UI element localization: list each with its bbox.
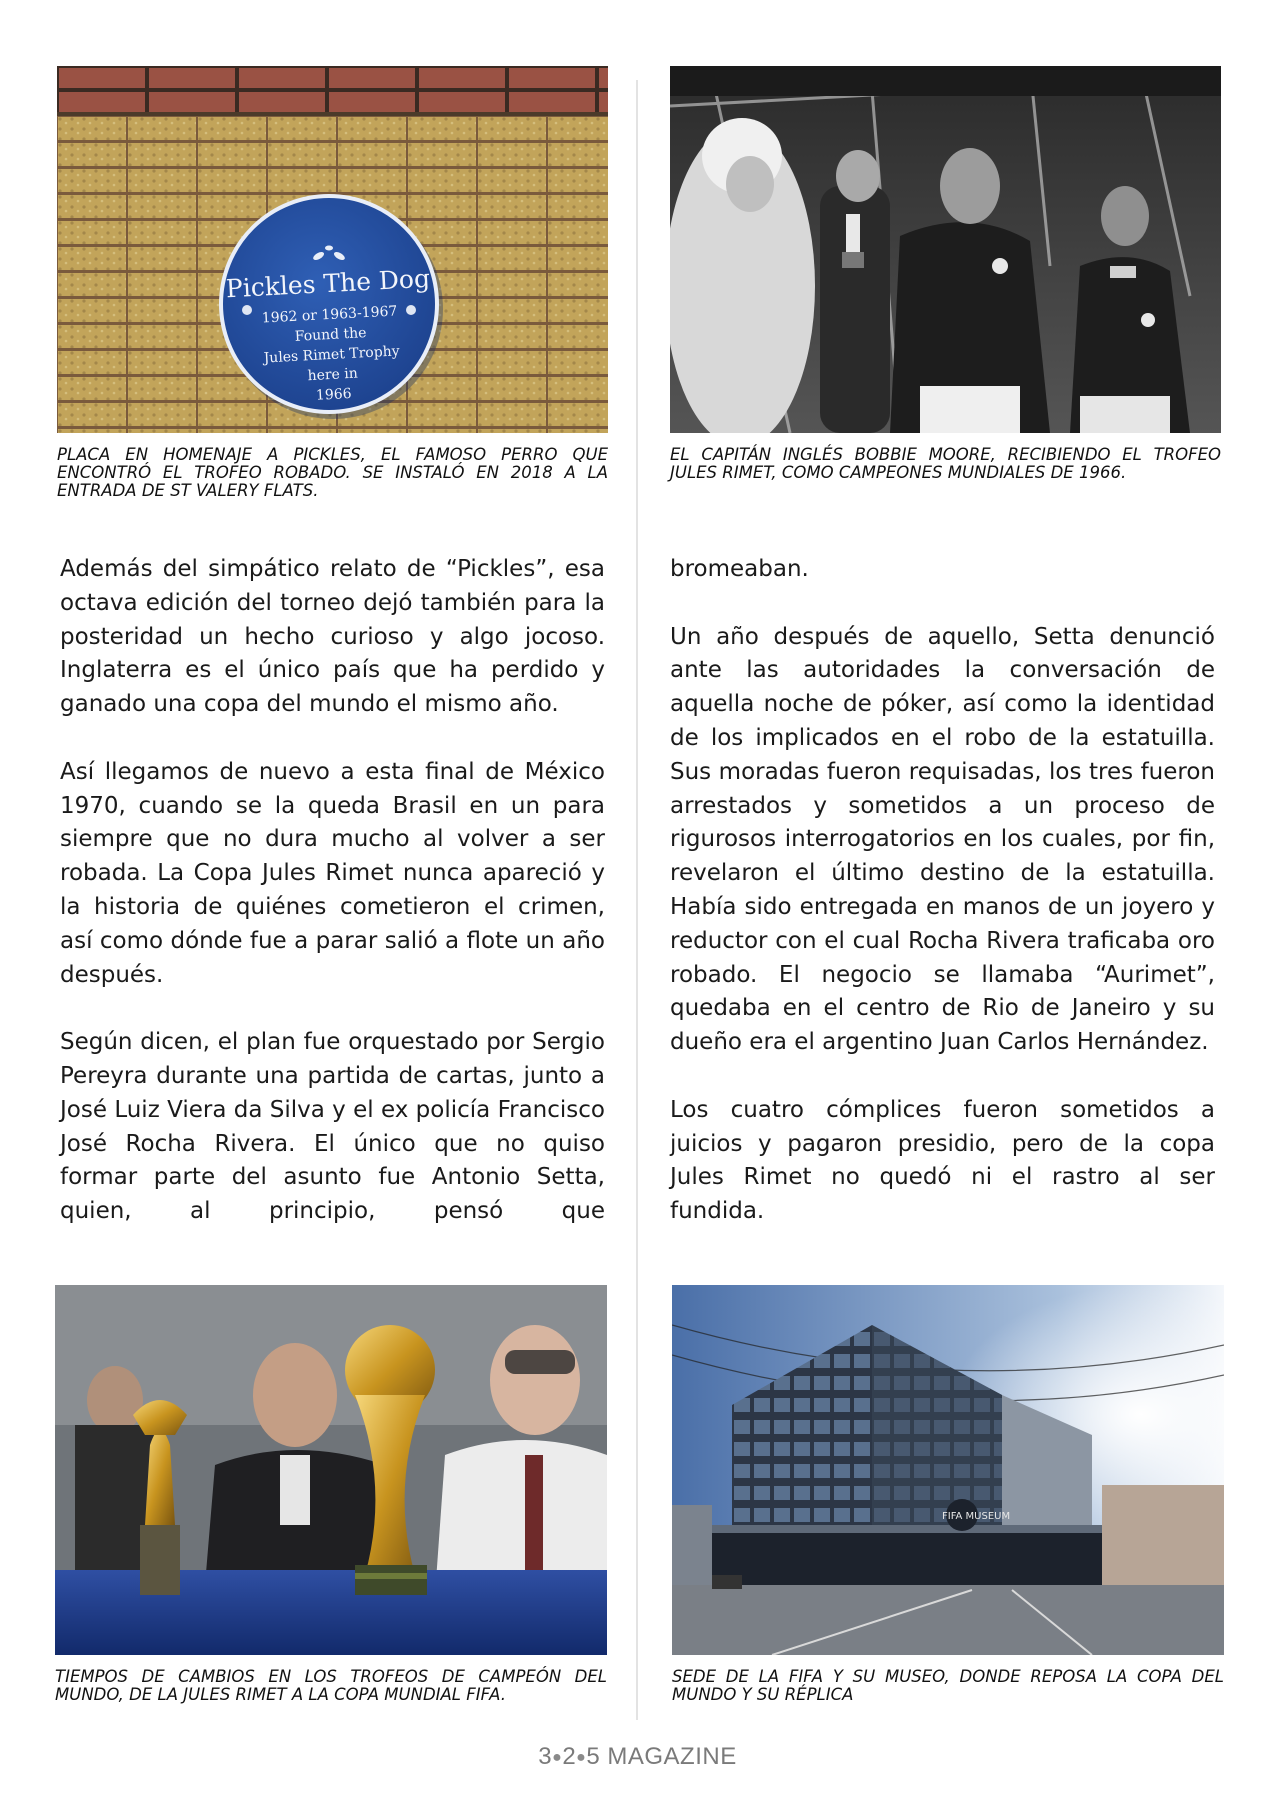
footer-dot-icon: ● (576, 1749, 587, 1766)
caption-trophies: TIEMPOS DE CAMBIOS EN LOS TROFEOS DE CAMPEÓN DEL MUNDO, DE LA JULES RIMET A LA COPA MUNDIAL FIFA. (55, 1667, 607, 1704)
plaque-title: Pickles The Dog (225, 263, 431, 304)
plaque-line: Found the (294, 325, 367, 345)
footer-digit: 5 (586, 1743, 601, 1770)
magazine-footer (0, 1743, 1275, 1771)
article-paragraph: Además del simpático relato de “Pickles”, esa octava edición del torneo dejó también para la posteridad un hecho curioso y algo jocoso. Inglaterra es el único país que ha perdido y ganado una copa del mundo el mismo año. (60, 556, 605, 718)
trophy-presentation-photo (670, 66, 1221, 433)
footer-digit: 3 (538, 1743, 553, 1770)
caption-fifa-museum: SEDE DE LA FIFA Y SU MUSEO, DONDE REPOSA LA COPA DEL MUNDO Y SU RÉPLICA (672, 1667, 1224, 1704)
caption-trophy-presentation: EL CAPITÁN INGLÉS BOBBIE MOORE, RECIBIENDO EL TROFEO JULES RIMET, COMO CAMPEONES MUNDIALES DE 1966. (670, 445, 1221, 482)
building-sign: FIFA MUSEUM (942, 1511, 1011, 1522)
caption-pickles-plaque: PLACA EN HOMENAJE A PICKLES, EL FAMOSO PERRO QUE ENCONTRÓ EL TROFEO ROBADO. SE INSTALÓ EN 2018 A LA ENTRADA DE ST VALERY FLATS. (57, 445, 608, 500)
article-paragraph: Los cuatro cómplices fueron sometidos a juicios y pagaron presidio, pero de la copa Jules Rimet no quedó ni el rastro al ser fundida. (670, 1096, 1215, 1225)
plaque-line: 1962 or 1963-1967 (261, 303, 398, 327)
footer-dot-icon: ● (552, 1749, 563, 1766)
article-right-column (670, 553, 1215, 1229)
article-paragraph: Así llegamos de nuevo a esta final de México 1970, cuando se la queda Brasil en un para siempre que no dura mucho al volver a ser robada. La Copa Jules Rimet nunca apareció y la historia de quiénes cometieron el crimen, así como dónde fue a parar salió a flote un año después. (60, 758, 605, 988)
article-left-column (60, 553, 605, 1229)
plaque-line: Jules Rimet Trophy (263, 343, 401, 367)
footer-magazine-word: MAGAZINE (607, 1743, 737, 1770)
article-paragraph: Un año después de aquello, Setta denunció ante las autoridades la conversación de aquella noche de póker, así como la identidad de los implicados en el robo de la estatuilla. Sus moradas fueron requisadas, los tres fueron arrestados y sometidos a un proceso de rigurosos interrogatorios en los cuales, por fin, revelaron el último destino de la estatuilla. Había sido entregada en manos de un joyero y reductor con el cual Rocha Rivera traficaba oro robado. El negocio se llamaba “Aurimet”, quedaba en el centro de Rio de Janeiro y su dueño era el argentino Juan Carlos Hernández. (670, 623, 1215, 1056)
plaque-line: here in (307, 365, 359, 385)
trophies-photo (55, 1285, 607, 1655)
plaque-line: 1966 (315, 385, 352, 404)
column-divider (636, 80, 638, 1720)
article-paragraph: Según dicen, el plan fue orquestado por Sergio Pereyra durante una partida de cartas, junto a José Luiz Viera da Silva y el ex policía Francisco José Rocha Rivera. El único que no quiso formar parte del asunto fue Antonio Setta, quien, al principio, pensó que (60, 1029, 605, 1225)
footer-digit: 2 (562, 1743, 577, 1770)
fifa-museum-photo (672, 1285, 1224, 1655)
pickles-plaque-photo (57, 66, 608, 433)
article-paragraph: bromeaban. (670, 556, 809, 582)
